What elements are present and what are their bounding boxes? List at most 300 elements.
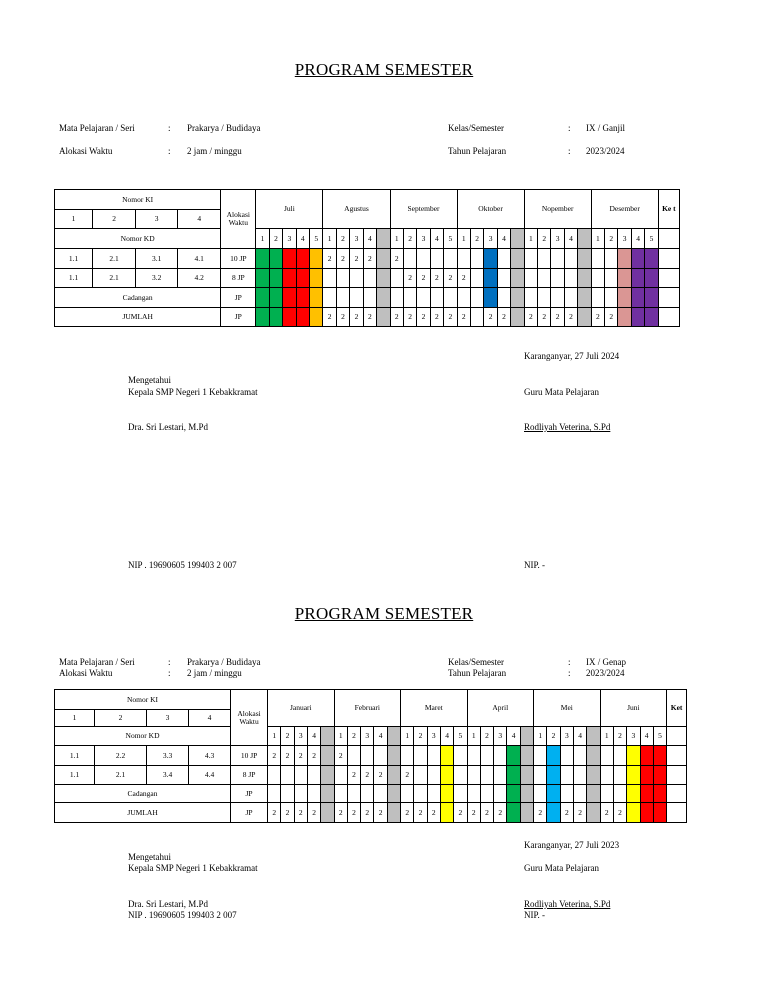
ket-header: Ket — [667, 690, 687, 727]
colored-week-cell — [520, 785, 533, 803]
week-cell — [414, 746, 427, 766]
week-cell: 2 — [551, 308, 564, 327]
table-row — [55, 766, 687, 785]
colored-week-cell — [640, 766, 653, 785]
week-number: 4 — [631, 229, 644, 249]
week-cell: 2 — [457, 308, 470, 327]
week-cell — [591, 288, 604, 308]
page-title-semester-2: PROGRAM SEMESTER — [294, 604, 474, 623]
kd-cell: 2.1 — [93, 269, 136, 288]
colored-week-cell — [309, 308, 322, 327]
kd-cell: 3.3 — [147, 746, 189, 766]
week-number — [511, 229, 524, 249]
ket-cell — [667, 746, 687, 766]
ket-cell — [667, 766, 687, 785]
week-number: 1 — [524, 229, 537, 249]
colored-week-cell — [627, 803, 640, 823]
month-header: April — [467, 690, 534, 727]
week-cell: 2 — [414, 803, 427, 823]
week-cell: 2 — [600, 803, 613, 823]
colored-week-cell — [587, 785, 600, 803]
alokasi-cell: JP — [231, 803, 268, 823]
alokasi-waktu-header: Alokasi Waktu — [221, 190, 256, 249]
row-label: JUMLAH — [55, 803, 231, 823]
month-header: Maret — [401, 690, 468, 727]
kepala-nip: NIP . 19690605 199403 2 007 — [128, 560, 237, 570]
colored-week-cell — [321, 803, 334, 823]
colored-week-cell — [296, 249, 309, 269]
week-cell: 2 — [430, 308, 443, 327]
week-cell — [307, 785, 320, 803]
ket-cell — [667, 803, 687, 823]
week-cell: 2 — [401, 803, 414, 823]
colored-week-cell — [578, 288, 591, 308]
week-cell — [605, 288, 618, 308]
guru-nip: NIP. - — [524, 910, 546, 920]
alokasi-cell: 8 JP — [231, 766, 268, 785]
week-cell — [470, 249, 483, 269]
colored-week-cell — [578, 249, 591, 269]
week-cell: 2 — [494, 803, 507, 823]
colored-week-cell — [618, 269, 631, 288]
week-number: 2 — [605, 229, 618, 249]
colored-week-cell — [640, 746, 653, 766]
colored-week-cell — [618, 249, 631, 269]
table-row — [55, 785, 687, 803]
week-cell — [564, 269, 577, 288]
week-number: 3 — [494, 727, 507, 746]
week-number: 3 — [294, 727, 307, 746]
week-number: 4 — [640, 727, 653, 746]
week-cell — [605, 249, 618, 269]
week-number: 1 — [534, 727, 547, 746]
week-cell: 2 — [454, 803, 467, 823]
nomor-kd-header: Nomor KD — [55, 727, 231, 746]
week-cell: 2 — [390, 308, 403, 327]
colored-week-cell — [618, 308, 631, 327]
colored-week-cell — [653, 785, 666, 803]
week-number — [377, 229, 390, 249]
colored-week-cell — [377, 269, 390, 288]
kelas-value: IX / Ganjil — [586, 123, 625, 133]
ki-number: 4 — [189, 710, 231, 727]
colored-week-cell — [256, 288, 269, 308]
week-cell — [467, 785, 480, 803]
week-cell — [427, 746, 440, 766]
week-number: 3 — [627, 727, 640, 746]
week-cell — [334, 785, 347, 803]
week-cell: 2 — [350, 249, 363, 269]
colored-week-cell — [484, 288, 497, 308]
week-cell — [497, 288, 510, 308]
week-number: 3 — [560, 727, 573, 746]
colored-week-cell — [377, 288, 390, 308]
colored-week-cell — [269, 288, 282, 308]
week-cell — [470, 288, 483, 308]
week-cell — [538, 269, 551, 288]
week-cell: 2 — [591, 308, 604, 327]
colored-week-cell — [547, 803, 560, 823]
week-number: 4 — [497, 229, 510, 249]
week-cell: 2 — [363, 308, 376, 327]
colored-week-cell — [321, 785, 334, 803]
month-header: Agustus — [323, 190, 390, 229]
week-number: 2 — [336, 229, 349, 249]
week-number: 1 — [268, 727, 281, 746]
month-header: Januari — [268, 690, 335, 727]
guru-nip: NIP. - — [524, 560, 546, 570]
week-cell: 2 — [417, 269, 430, 288]
row-label: Cadangan — [55, 288, 221, 308]
kepala-name: Dra. Sri Lestari, M.Pd — [128, 899, 208, 909]
guru-label: Guru Mata Pelajaran — [524, 387, 599, 397]
kd-cell: 4.1 — [178, 249, 221, 269]
week-number: 2 — [403, 229, 416, 249]
week-cell — [470, 308, 483, 327]
colored-week-cell — [511, 249, 524, 269]
week-number: 3 — [551, 229, 564, 249]
week-cell: 2 — [347, 803, 360, 823]
ket-cell — [658, 269, 679, 288]
kd-cell: 2.1 — [93, 249, 136, 269]
colored-week-cell — [283, 249, 296, 269]
colored-week-cell — [387, 803, 400, 823]
week-cell: 2 — [560, 803, 573, 823]
week-cell — [480, 746, 493, 766]
week-cell: 2 — [497, 308, 510, 327]
week-number: 1 — [591, 229, 604, 249]
week-number: 4 — [573, 727, 586, 746]
week-number: 2 — [470, 229, 483, 249]
week-number: 4 — [374, 727, 387, 746]
week-cell — [494, 746, 507, 766]
week-cell — [613, 746, 626, 766]
week-cell — [403, 288, 416, 308]
colored-week-cell — [547, 785, 560, 803]
week-number: 4 — [564, 229, 577, 249]
colored-week-cell — [296, 308, 309, 327]
week-cell — [454, 766, 467, 785]
week-cell — [268, 785, 281, 803]
kd-cell: 2.1 — [95, 766, 147, 785]
kepala-sekolah-label: Kepala SMP Negeri 1 Kebakkramat — [128, 863, 258, 873]
week-cell: 2 — [534, 803, 547, 823]
week-cell — [467, 746, 480, 766]
alokasi-waktu-header: Alokasi Waktu — [231, 690, 268, 746]
colored-week-cell — [520, 803, 533, 823]
week-cell — [363, 269, 376, 288]
week-number: 1 — [600, 727, 613, 746]
colored-week-cell — [645, 269, 658, 288]
colored-week-cell — [578, 308, 591, 327]
colored-week-cell — [627, 785, 640, 803]
week-cell — [538, 249, 551, 269]
week-cell: 2 — [350, 308, 363, 327]
week-cell — [281, 766, 294, 785]
colored-week-cell — [653, 746, 666, 766]
table-row — [55, 803, 687, 823]
kd-cell: 4.3 — [189, 746, 231, 766]
colored-week-cell — [484, 269, 497, 288]
week-number: 4 — [507, 727, 520, 746]
week-number: 1 — [334, 727, 347, 746]
week-cell — [573, 785, 586, 803]
colored-week-cell — [309, 288, 322, 308]
kd-cell: 3.1 — [136, 249, 178, 269]
colored-week-cell — [587, 746, 600, 766]
week-cell — [534, 785, 547, 803]
week-number: 5 — [444, 229, 457, 249]
week-number: 4 — [363, 229, 376, 249]
week-cell — [600, 746, 613, 766]
colored-week-cell — [587, 766, 600, 785]
colored-week-cell — [309, 249, 322, 269]
colored-week-cell — [440, 746, 453, 766]
week-cell — [497, 269, 510, 288]
colored-week-cell — [653, 803, 666, 823]
alokasi-cell: JP — [231, 785, 268, 803]
colored-week-cell — [377, 249, 390, 269]
colored-week-cell — [640, 785, 653, 803]
week-cell: 2 — [323, 308, 336, 327]
week-cell — [564, 288, 577, 308]
week-cell: 2 — [573, 803, 586, 823]
kd-cell: 1.1 — [55, 269, 93, 288]
week-cell: 2 — [430, 269, 443, 288]
week-cell: 2 — [281, 803, 294, 823]
week-cell: 2 — [484, 308, 497, 327]
week-number: 3 — [283, 229, 296, 249]
week-cell — [613, 766, 626, 785]
kepala-sekolah-label: Kepala SMP Negeri 1 Kebakkramat — [128, 387, 258, 397]
week-cell — [551, 288, 564, 308]
week-number: 4 — [307, 727, 320, 746]
week-cell — [444, 249, 457, 269]
week-cell: 2 — [334, 746, 347, 766]
alokasi-label: Alokasi Waktu — [59, 146, 113, 156]
page-title-semester-1: PROGRAM SEMESTER — [294, 60, 474, 79]
week-number: 1 — [401, 727, 414, 746]
colored-week-cell — [321, 746, 334, 766]
nomor-ki-header: Nomor KI — [55, 690, 231, 710]
week-number — [520, 727, 533, 746]
month-header: Juli — [256, 190, 323, 229]
week-cell: 2 — [336, 249, 349, 269]
ket-cell — [658, 249, 679, 269]
kd-cell: 4.2 — [178, 269, 221, 288]
tahun-value: 2023/2024 — [586, 146, 625, 156]
week-cell — [390, 269, 403, 288]
week-cell — [403, 249, 416, 269]
colored-week-cell — [507, 785, 520, 803]
week-cell: 2 — [538, 308, 551, 327]
colored-week-cell — [631, 308, 644, 327]
week-cell — [401, 746, 414, 766]
colored-week-cell — [547, 746, 560, 766]
week-number: 1 — [390, 229, 403, 249]
colored-week-cell — [511, 288, 524, 308]
week-cell: 2 — [403, 269, 416, 288]
colored-week-cell — [645, 308, 658, 327]
week-cell — [414, 785, 427, 803]
colon: : — [568, 146, 571, 156]
week-cell: 2 — [427, 803, 440, 823]
week-cell — [600, 785, 613, 803]
alokasi-cell: 10 JP — [231, 746, 268, 766]
week-number: 3 — [484, 229, 497, 249]
week-number: 3 — [361, 727, 374, 746]
week-cell — [281, 785, 294, 803]
week-cell — [347, 746, 360, 766]
colored-week-cell — [321, 766, 334, 785]
colored-week-cell — [547, 766, 560, 785]
alokasi-label: Alokasi Waktu — [59, 668, 113, 678]
month-header: Oktober — [457, 190, 524, 229]
tahun-label: Tahun Pelajaran — [448, 668, 507, 678]
week-cell: 2 — [444, 269, 457, 288]
guru-name: Rodliyah Veterina, S.Pd — [524, 422, 611, 432]
month-header: September — [390, 190, 457, 229]
kd-cell: 4.4 — [189, 766, 231, 785]
week-cell — [390, 288, 403, 308]
ki-number: 1 — [55, 210, 93, 229]
week-cell: 2 — [336, 308, 349, 327]
week-cell — [294, 785, 307, 803]
colored-week-cell — [440, 785, 453, 803]
week-cell — [444, 288, 457, 308]
colored-week-cell — [627, 766, 640, 785]
week-number: 5 — [454, 727, 467, 746]
place-date: Karanganyar, 27 Juli 2023 — [524, 840, 620, 850]
week-cell — [374, 785, 387, 803]
week-number: 3 — [350, 229, 363, 249]
week-number: 2 — [281, 727, 294, 746]
colored-week-cell — [640, 803, 653, 823]
ket-header: Ke t — [658, 190, 679, 229]
schedule-table-semester-1 — [54, 189, 680, 327]
week-cell — [600, 766, 613, 785]
week-number: 2 — [480, 727, 493, 746]
week-number: 2 — [538, 229, 551, 249]
schedule-table-semester-2 — [54, 689, 687, 823]
week-cell — [430, 249, 443, 269]
table-row — [55, 308, 680, 327]
colored-week-cell — [256, 249, 269, 269]
guru-name: Rodliyah Veterina, S.Pd — [524, 899, 611, 909]
week-cell — [494, 785, 507, 803]
week-cell — [591, 249, 604, 269]
week-number: 1 — [457, 229, 470, 249]
colored-week-cell — [256, 308, 269, 327]
colored-week-cell — [283, 269, 296, 288]
week-cell: 2 — [403, 308, 416, 327]
colon: : — [568, 657, 571, 667]
week-cell — [551, 249, 564, 269]
week-cell — [323, 288, 336, 308]
row-label: JUMLAH — [55, 308, 221, 327]
colored-week-cell — [578, 269, 591, 288]
ki-number: 4 — [178, 210, 221, 229]
week-cell — [470, 269, 483, 288]
week-cell — [494, 766, 507, 785]
week-cell: 2 — [294, 746, 307, 766]
colored-week-cell — [520, 766, 533, 785]
week-cell: 2 — [334, 803, 347, 823]
mengetahui-label: Mengetahui — [128, 852, 171, 862]
colon: : — [568, 123, 571, 133]
week-cell — [336, 269, 349, 288]
week-cell — [560, 785, 573, 803]
kelas-label: Kelas/Semester — [448, 657, 504, 667]
week-number: 1 — [323, 229, 336, 249]
colon: : — [168, 657, 171, 667]
week-cell — [480, 766, 493, 785]
week-cell — [538, 288, 551, 308]
week-cell — [363, 288, 376, 308]
alokasi-cell: JP — [221, 288, 256, 308]
week-number — [587, 727, 600, 746]
ket-cell — [667, 727, 687, 746]
colored-week-cell — [520, 746, 533, 766]
ki-number: 2 — [95, 710, 147, 727]
colored-week-cell — [387, 746, 400, 766]
week-number: 3 — [417, 229, 430, 249]
week-cell: 2 — [444, 308, 457, 327]
week-cell — [457, 288, 470, 308]
week-number: 2 — [414, 727, 427, 746]
week-cell — [427, 785, 440, 803]
alokasi-cell: 10 JP — [221, 249, 256, 269]
week-cell: 2 — [307, 803, 320, 823]
week-number: 2 — [613, 727, 626, 746]
week-cell — [268, 766, 281, 785]
ket-cell — [658, 288, 679, 308]
ki-number: 3 — [147, 710, 189, 727]
week-cell: 2 — [363, 249, 376, 269]
week-number — [387, 727, 400, 746]
week-cell: 2 — [467, 803, 480, 823]
kd-cell: 3.2 — [136, 269, 178, 288]
kd-cell: 1.1 — [55, 249, 93, 269]
month-header: Desember — [591, 190, 658, 229]
week-number: 3 — [427, 727, 440, 746]
colored-week-cell — [653, 766, 666, 785]
colored-week-cell — [507, 803, 520, 823]
week-cell — [613, 785, 626, 803]
kelas-label: Kelas/Semester — [448, 123, 504, 133]
week-cell — [401, 785, 414, 803]
week-number: 4 — [430, 229, 443, 249]
ket-cell — [667, 785, 687, 803]
colored-week-cell — [484, 249, 497, 269]
week-cell: 2 — [307, 746, 320, 766]
month-header: Nopember — [524, 190, 591, 229]
week-cell — [454, 785, 467, 803]
week-cell: 2 — [268, 746, 281, 766]
kd-cell: 1.1 — [55, 746, 95, 766]
week-cell — [497, 249, 510, 269]
week-number: 2 — [347, 727, 360, 746]
week-cell — [457, 249, 470, 269]
week-cell — [427, 766, 440, 785]
week-cell — [573, 746, 586, 766]
week-cell — [417, 288, 430, 308]
colored-week-cell — [511, 269, 524, 288]
week-cell: 2 — [564, 308, 577, 327]
week-cell: 2 — [361, 803, 374, 823]
week-cell — [564, 249, 577, 269]
kd-cell: 1.1 — [55, 766, 95, 785]
